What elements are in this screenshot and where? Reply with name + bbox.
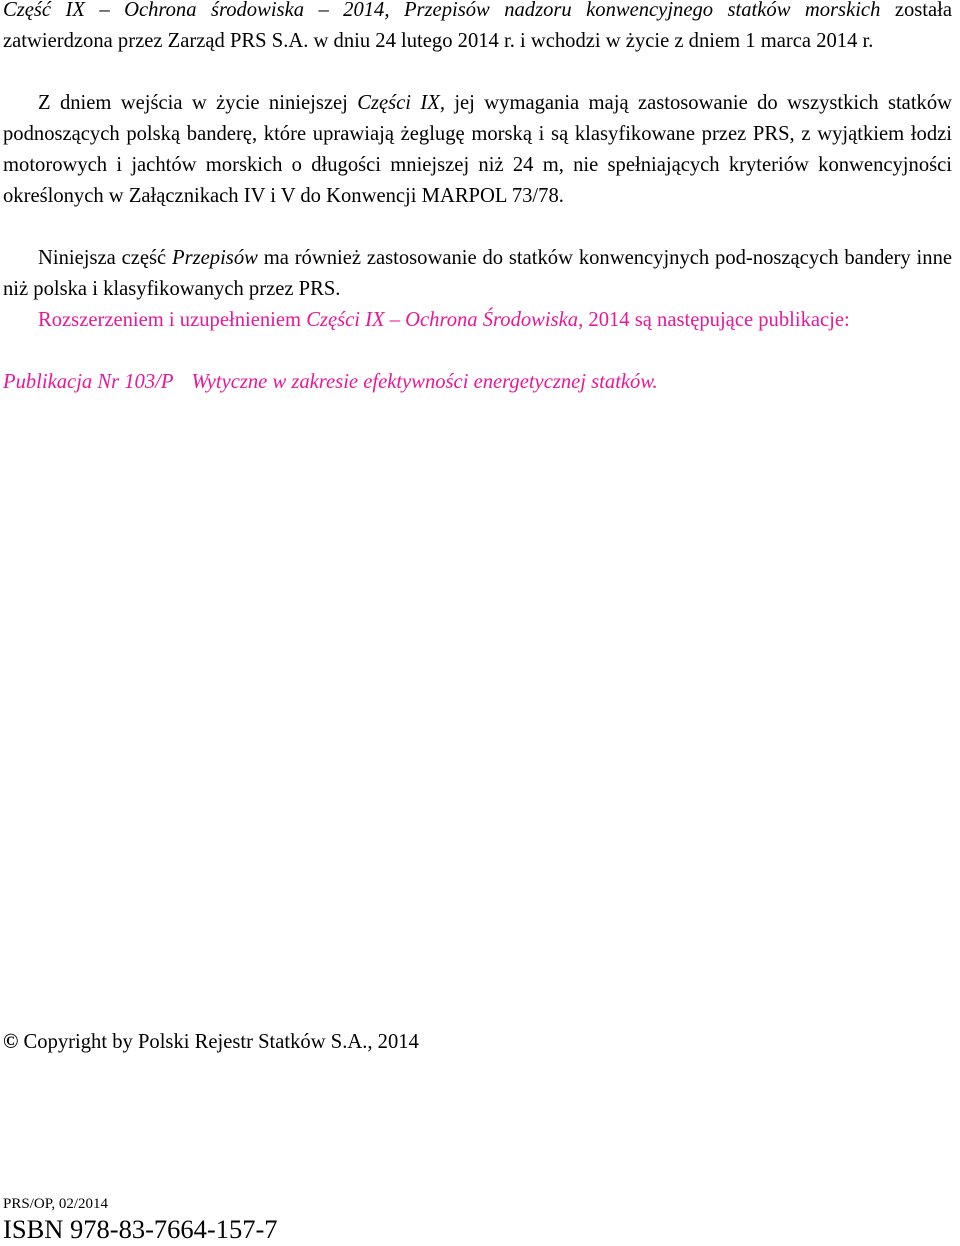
extension-text-before: Rozszerzeniem i uzupełnieniem	[38, 309, 302, 331]
foreign-text-after: ma również zastosowanie do statków konwencyjnych pod-noszących bandery inne niż polska i klasyfikowanych przez PRS.	[3, 247, 953, 300]
copyright-icon: ©	[3, 1031, 19, 1053]
publication-title: Wytyczne w zakresie efektywności energetycznej statków.	[191, 371, 658, 393]
extension-paragraph	[3, 305, 952, 336]
scope-paragraph	[3, 88, 952, 212]
foreign-text-before: Niniejsza część	[38, 247, 167, 269]
scope-part-ref: Części IX	[357, 92, 440, 114]
prs-op-code: PRS/OP, 02/2014	[3, 1196, 109, 1212]
document-page	[3, 0, 952, 1245]
publication-line	[3, 367, 658, 398]
extension-text-after: , 2014 są następujące publikacje:	[578, 309, 850, 331]
foreign-flag-paragraph	[3, 243, 952, 305]
extension-part-ref: Części IX – Ochrona Środowiska	[306, 309, 579, 331]
copyright-line	[3, 1027, 419, 1058]
part-title: Część IX – Ochrona środowiska – 2014,	[3, 0, 390, 21]
scope-text-before: Z dniem wejścia w życie niniejszej	[38, 92, 348, 114]
isbn-number: ISBN 978-83-7664-157-7	[3, 1214, 278, 1244]
copyright-text: Copyright by Polski Rejestr Statków S.A., 2014	[23, 1031, 419, 1053]
approval-text: została zatwierdzona przez Zarząd PRS S.A. w dniu 24 lutego 2014 r. i wchodzi w życie z dniem 1 marca 2014 r.	[3, 0, 952, 52]
rules-title: Przepisów nadzoru konwencyjnego statków morskich	[403, 0, 881, 21]
approval-paragraph	[3, 0, 952, 57]
foreign-rules-ref: Przepisów	[172, 247, 258, 269]
publication-number: Publikacja Nr 103/P	[3, 371, 174, 393]
scope-text-after: , jej wymagania mają zastosowanie do wszystkich statków podnoszących polską banderę, które uprawiają żeglugę morską i są klasyfikowane przez PRS, z wyjątkiem łodzi motorowych i jachtów morskich o długości mniejszej niż 24 m, nie spełniających kryteriów konwencyjności określonych w Załącznikach IV i V do Konwencji MARPOL 73/78.	[3, 92, 953, 207]
